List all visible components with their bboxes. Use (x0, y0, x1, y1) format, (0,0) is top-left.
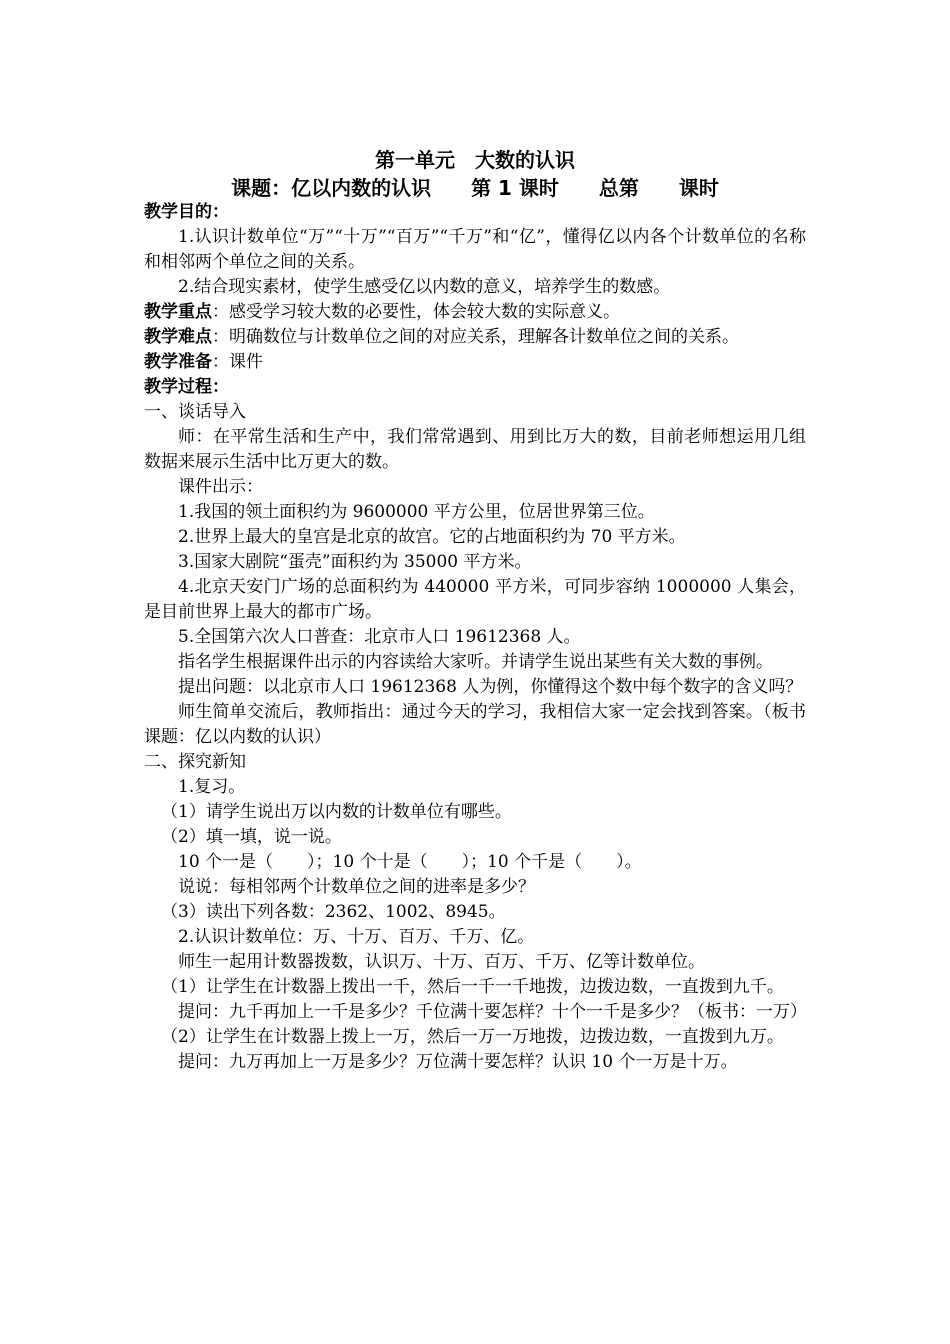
document-body (144, 200, 806, 1075)
unit-title: 第一单元 大数的认识 (375, 148, 575, 172)
paragraph: 提出问题：以北京市人口 19612368 人为例，你懂得这个数中每个数字的含义吗？ (178, 677, 803, 697)
section-heading: 二、探究新知 (144, 752, 246, 772)
paragraph: （1）请学生说出万以内数的计数单位有哪些。 (161, 802, 512, 822)
paragraph: 2.认识计数单位：万、十万、百万、千万、亿。 (178, 927, 535, 947)
difficulty-label: 教学难点 (144, 327, 212, 347)
paragraph: （3）读出下列各数：2362、1002、8945。 (161, 902, 506, 922)
paragraph: 1.复习。 (178, 777, 246, 797)
paragraph: 课件出示： (178, 477, 263, 497)
list-item: 5.全国第六次人口普查：北京市人口 19612368 人。 (178, 627, 581, 647)
preparation-label: 教学准备 (144, 352, 212, 372)
difficulty (144, 325, 806, 350)
goal-item: 1.认识计数单位“万”“十万”“百万”“千万”和“亿”，懂得亿以内各个计数单位的名称和相邻两个单位之间的关系。 (144, 227, 806, 272)
lesson-subtitle: 课题：亿以内数的认识 第 1 课时 总第 课时 (231, 176, 719, 200)
goals-label: 教学目的： (144, 202, 229, 222)
preparation-text: ：课件 (212, 352, 263, 372)
list-item: 4.北京天安门广场的总面积约为 440000 平方米，可同步容纳 1000000 人集会，是目前世界上最大的都市广场。 (144, 577, 806, 622)
paragraph: （2）填一填，说一说。 (161, 827, 342, 847)
paragraph: 师生简单交流后，教师指出：通过今天的学习，我相信大家一定会找到答案。（板书课题：亿以内数的认识） (144, 702, 806, 747)
paragraph: （1）让学生在计数器上拨出一千，然后一千一千地拨，边拨边数，一直拨到九千。 (161, 977, 784, 997)
paragraph: 提问：九千再加上一千是多少？千位满十要怎样？十个一千是多少？（板书：一万） (178, 1002, 807, 1022)
paragraph: （2）让学生在计数器上拨上一万，然后一万一万地拨，边拨边数，一直拨到九万。 (161, 1027, 784, 1047)
paragraph: 师：在平常生活和生产中，我们常常遇到、用到比万大的数，目前老师想运用几组数据来展示生活中比万更大的数。 (144, 427, 806, 472)
key-point (144, 300, 806, 325)
key-point-label: 教学重点 (144, 302, 212, 322)
list-item: 2.世界上最大的皇宫是北京的故宫。它的占地面积约为 70 平方米。 (178, 527, 686, 547)
paragraph: 提问：九万再加上一万是多少？万位满十要怎样？认识 10 个一万是十万。 (178, 1052, 738, 1072)
goal-item: 2.结合现实素材，使学生感受亿以内数的意义，培养学生的数感。 (178, 277, 671, 297)
key-point-text: ：感受学习较大数的必要性，体会较大数的实际意义。 (212, 302, 620, 322)
paragraph: 说说：每相邻两个计数单位之间的进率是多少？ (178, 877, 535, 897)
difficulty-text: ：明确数位与计数单位之间的对应关系，理解各计数单位之间的关系。 (212, 327, 739, 347)
list-item: 3.国家大剧院“蛋壳”面积约为 35000 平方米。 (178, 552, 532, 572)
process-label: 教学过程： (144, 377, 229, 397)
section-heading: 一、谈话导入 (144, 402, 246, 422)
list-item: 1.我国的领土面积约为 9600000 平方公里，位居世界第三位。 (178, 502, 655, 522)
preparation (144, 350, 806, 375)
paragraph: 师生一起用计数器拨数，认识万、十万、百万、千万、亿等计数单位。 (178, 952, 705, 972)
paragraph: 10 个一是（ ）；10 个十是（ ）；10 个千是（ ）。 (178, 852, 642, 872)
paragraph: 指名学生根据课件出示的内容读给大家听。并请学生说出某些有关大数的事例。 (178, 652, 773, 672)
